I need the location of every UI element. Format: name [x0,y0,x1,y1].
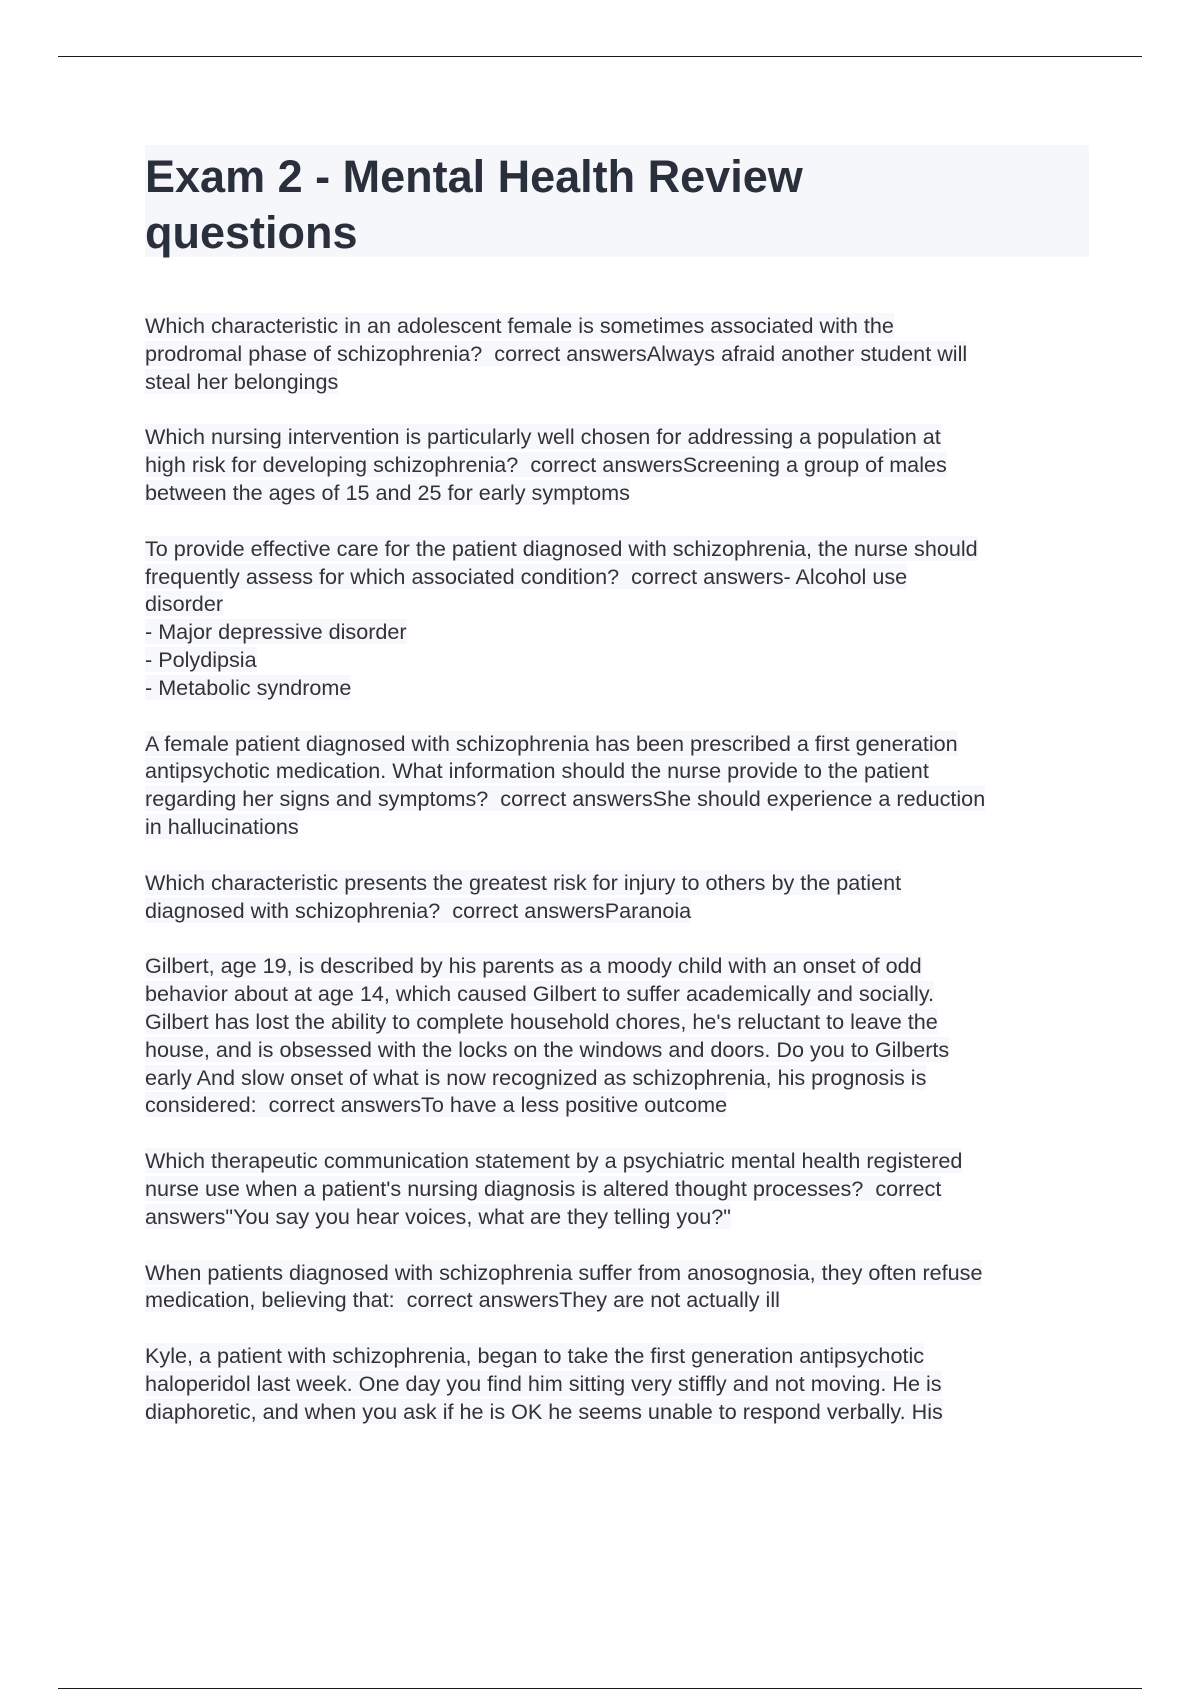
footer-rule [58,1688,1142,1689]
text-line: early And slow onset of what is now recognized as schizophrenia, his prognosis is [145,1064,927,1090]
text-line: house, and is obsessed with the locks on the windows and doors. Do you to Gilberts [145,1036,950,1062]
text-line: regarding her signs and symptoms? correct answersShe should experience a reduction [145,786,986,812]
text-line: answers"You say you hear voices, what are they telling you?" [145,1203,731,1229]
question-list [145,312,1089,1454]
answer-bullet: - Major depressive disorder [145,619,407,645]
text-line: antipsychotic medication. What information should the nurse provide to the patient [145,758,929,784]
header-rule [58,56,1142,57]
text-line: When patients diagnosed with schizophrenia suffer from anosognosia, they often refuse [145,1259,983,1285]
question-item-8 [145,1259,1089,1315]
question-item-7 [145,1147,1089,1230]
text-line: frequently assess for which associated condition? correct answers- Alcohol use [145,563,908,589]
text-line: Which nursing intervention is particularly well chosen for addressing a population at [145,424,941,450]
text-line: A female patient diagnosed with schizophrenia has been prescribed a first generation [145,730,958,756]
question-item-9 [145,1342,1089,1425]
text-line: in hallucinations [145,813,299,839]
question-item-6 [145,952,1089,1119]
question-item-2 [145,423,1089,506]
question-item-1 [145,312,1089,395]
text-line: between the ages of 15 and 25 for early symptoms [145,479,630,505]
text-line: Kyle, a patient with schizophrenia, began to take the first generation antipsychotic [145,1343,925,1369]
title-line-2: questions [145,207,358,258]
text-line: considered: correct answersTo have a less positive outcome [145,1092,728,1118]
question-item-3 [145,535,1089,702]
text-line: diagnosed with schizophrenia? correct answersParanoia [145,897,692,923]
text-line: disorder [145,591,224,617]
answer-bullet: - Polydipsia [145,646,257,672]
text-line: Which characteristic in an adolescent female is sometimes associated with the [145,313,894,338]
text-line: haloperidol last week. One day you find him sitting very stiffly and not moving. He is [145,1370,942,1396]
text-line: Which characteristic presents the greatest risk for injury to others by the patient [145,869,902,895]
answer-bullet: - Metabolic syndrome [145,674,352,700]
text-line: prodromal phase of schizophrenia? correct answersAlways afraid another student will [145,340,968,366]
text-line: Which therapeutic communication statement by a psychiatric mental health registered [145,1148,963,1174]
text-line: behavior about at age 14, which caused Gilbert to suffer academically and socially. [145,981,935,1007]
text-line: steal her belongings [145,368,339,394]
question-item-5 [145,869,1089,925]
text-line: diaphoretic, and when you ask if he is OK he seems unable to respond verbally. His [145,1398,943,1424]
title-line-1: Exam 2 - Mental Health Review [145,151,803,202]
text-line: nurse use when a patient's nursing diagnosis is altered thought processes? correct [145,1175,942,1201]
page-title [145,145,905,261]
text-line: high risk for developing schizophrenia? correct answersScreening a group of males [145,452,947,478]
text-line: To provide effective care for the patient diagnosed with schizophrenia, the nurse should [145,535,978,561]
title-block [145,145,1089,257]
text-line: Gilbert has lost the ability to complete household chores, he's reluctant to leave the [145,1008,938,1034]
question-item-4 [145,730,1089,841]
text-line: Gilbert, age 19, is described by his parents as a moody child with an onset of odd [145,953,922,979]
text-line: medication, believing that: correct answersThey are not actually ill [145,1287,780,1313]
